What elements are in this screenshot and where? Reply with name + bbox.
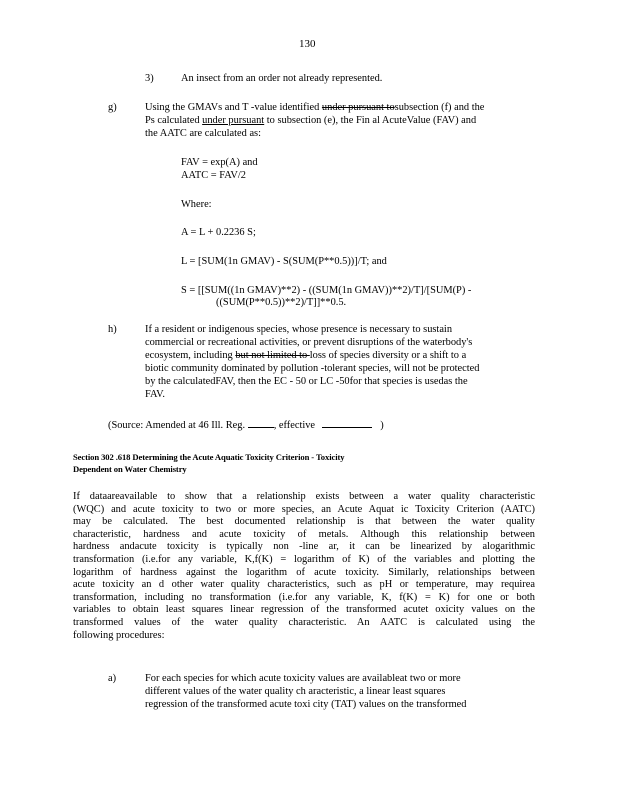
paragraph-line: may be calculated. The best documented relationship is that between the water quality (73, 516, 535, 528)
item-h-line-1: If a resident or indigenous species, whose presence is necessary to sustain (145, 324, 453, 335)
register-page-blank (248, 418, 274, 428)
source-text-end: ) (380, 420, 384, 431)
item-a-line-2: different values of the water quality ch aracteristic, a linear least squares (145, 686, 446, 697)
item-h-line-4: biotic community dominated by pollution -tolerant species, will not be protected (145, 363, 480, 374)
equation-aatc: AATC = FAV/2 (181, 170, 246, 181)
item-h-line-6: FAV. (145, 389, 165, 400)
paragraph-line: transformation, including no transformation (i.e.for any variable, K, f(K) = K) for one or both (73, 591, 535, 603)
paragraph-line: transformation (i.e.for any variable, K,f(K) = logarithm of K) of the variables and plotting the (73, 553, 535, 565)
paragraph-line: If dataareavailable to show that a relationship exists between a water quality characteristic (73, 491, 535, 502)
item-g-marker: g) (108, 102, 117, 113)
item-h-line-3-end: loss of species diversity or a shift to a (309, 350, 467, 361)
paragraph-line: characteristic, hardness and acute toxicity of metals. Although this relationship between (73, 528, 535, 540)
where-label: Where: (181, 199, 212, 210)
item-g-line-1 (145, 102, 484, 115)
item-g-line-1-end: subsection (f) and the (394, 102, 485, 113)
item-a-marker: a) (108, 673, 117, 684)
item-g-line-1-start: Using the GMAVs and T -value identified (145, 102, 322, 113)
paragraph-line: transformed values of the water quality characteristic. An AATC is calculated using the (73, 616, 535, 628)
item-g-inserted-text: under pursuant (202, 115, 265, 126)
item-g-line-2-start: Ps calculated (145, 115, 203, 126)
effective-date-blank (322, 418, 372, 428)
paragraph-line: logarithm of hardness against the logarithm of acute toxicity. Similarly, relationships between (73, 566, 535, 578)
item-h-line-5: by the calculatedFAV, then the EC - 50 or LC -50for that species is usedas the (145, 376, 468, 387)
paragraph-line: hardness andacute toxicity is typically non -line ar, it can be linearized by alogarithmic (73, 541, 535, 553)
item-g-line-2-end: to subsection (e), the Fin al AcuteValue (FAV) and (264, 115, 477, 126)
item-h-line-3 (145, 350, 466, 363)
paragraph-line: following procedures: (73, 629, 165, 641)
item-g-deleted-text: under pursuant to (321, 102, 395, 113)
item-h-deleted-text: but not limited to (235, 350, 310, 361)
equation-l: L = [SUM(1n GMAV) - S(SUM(P**0.5))]/T; and (181, 256, 387, 267)
item-a-line-3: regression of the transformed acute toxi city (TAT) values on the transformed (145, 699, 467, 710)
item-h-line-3-start: ecosystem, including (145, 350, 236, 361)
source-text-middle: , effective (273, 420, 316, 431)
item-a-line-1: For each species for which acute toxicity values are availableat two or more (145, 673, 461, 684)
equation-fav: FAV = exp(A) and (181, 157, 258, 168)
paragraph-line: acute toxicity an d other water quality characteristics, such as pH or temperature, may requirea (73, 579, 535, 591)
item-h-marker: h) (108, 324, 117, 335)
source-text-start: (Source: Amended at 46 Ill. Reg. (108, 420, 246, 431)
section-heading-line-1: Section 302 .618 Determining the Acute Aquatic Toxicity Criterion - Toxicity (73, 452, 345, 462)
section-body-paragraph (73, 491, 535, 642)
paragraph-line: variables to obtain least squares linear regression of the transformed acutet oxicity values on the (73, 604, 535, 616)
item-3-marker: 3) (145, 73, 154, 84)
item-h-line-2: commercial or recreational activities, or prevent disruptions of the waterbody's (145, 337, 473, 348)
item-3-text: An insect from an order not already represented. (181, 73, 383, 84)
paragraph-line: (WQC) and acute toxicity to two or more species, an Acute Aquat ic Toxicity Criterion (AATC) (73, 503, 535, 515)
item-g-line-3: the AATC are calculated as: (145, 128, 261, 139)
equation-s-line-2: ((SUM(P**0.5))**2)/T]]**0.5. (216, 297, 347, 308)
equation-s-line-1: S = [[SUM((1n GMAV)**2) - ((SUM(1n GMAV))**2)/T]/[SUM(P) - (181, 285, 472, 296)
source-note (108, 418, 384, 433)
item-g-line-2 (145, 115, 476, 128)
page-number: 130 (299, 38, 316, 50)
equation-a: A = L + 0.2236 S; (181, 227, 256, 238)
section-heading-line-2: Dependent on Water Chemistry (73, 464, 187, 474)
